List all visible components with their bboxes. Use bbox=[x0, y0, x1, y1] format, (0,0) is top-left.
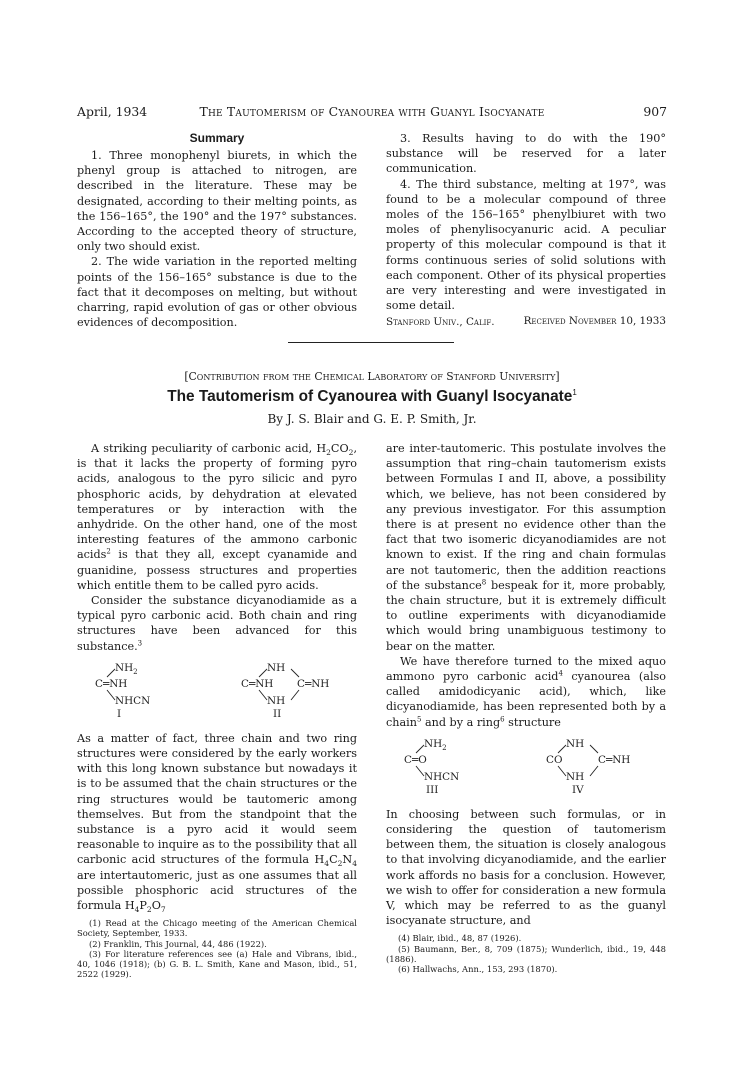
f4-mid: CO bbox=[546, 753, 563, 766]
issue-date: April, 1934 bbox=[77, 104, 148, 119]
structural-formulas-i-ii bbox=[77, 657, 357, 741]
contribution-line: [Contribution from the Chemical Laboratory of Stanford University] bbox=[184, 370, 560, 383]
f4-top: NH bbox=[566, 737, 585, 750]
f1-bot: NHCN bbox=[115, 694, 151, 707]
footnotes-right bbox=[386, 933, 666, 974]
footnote-6: (6) Hallwachs, Ann., 153, 293 (1870). bbox=[398, 964, 558, 975]
formulas-iii-iv bbox=[386, 733, 666, 817]
affiliation-line bbox=[386, 314, 666, 329]
affiliation: Stanford Univ., Calif. bbox=[386, 316, 495, 329]
summary-point-4: 4. The third substance, melting at 197°, was found to be a molecular compound of three moles of the 156–165° phenylbiuret with two moles of phenylisocyanuric acid. A peculiar property of this molecular compound is that it forms continuous series of solid solutions with each component. Other of its physical properties are very interesting and were investigated in some detail. bbox=[386, 177, 666, 313]
page-number: 907 bbox=[643, 104, 667, 119]
footnote-1: (1) Read at the Chicago meeting of the American Chemical Society, September, 1933. bbox=[77, 918, 357, 939]
f2-top: NH bbox=[267, 661, 286, 674]
article-right-column bbox=[386, 441, 666, 974]
received-date: Received November 10, 1933 bbox=[523, 315, 666, 328]
footnote-3: (3) For literature references see (a) Hale and Vibrans, ibid., 40, 1046 (1918); (b) G. B. L. Smith, Kane and Mason, ibid., 51, 2522 (1929). bbox=[77, 948, 357, 980]
formula-label-iv: IV bbox=[572, 783, 584, 796]
f2-mid: C═NH bbox=[241, 677, 274, 690]
f2-bot: NH bbox=[267, 694, 286, 707]
article-title-text: The Tautomerism of Cyanourea with Guanyl Isocyanate bbox=[167, 388, 573, 405]
f3-mid: C═O bbox=[404, 753, 427, 766]
paragraph-left-1: A striking peculiarity of carbonic acid, $H_2CO_2$, is that it lacks the property of forming pyro acids, analogous to the pyro silicic and pyro phosphoric acids, by dehydration at elevated temperatures or by interaction with the anhydride. On the other hand, one of the most interesting features of the ammono carbonic acids$^2$ is that they all, except cyanamide and guanidine, possess structures and properties which entitle them to be called pyro acids. bbox=[77, 442, 357, 592]
summary-point-3: 3. Results having to do with the 190° substance will be reserved for a later communication. bbox=[386, 132, 666, 176]
summary-point-2: 2. The wide variation in the reported melting points of the 156–165° substance is due to the fact that it decomposes on melting, but without charring, rapid evolution of gas or other obvious evidences of decomposition. bbox=[77, 255, 357, 330]
paragraph-right-1: are inter-tautomeric. This postulate involves the assumption that ring–chain tautomerism exists between Formulas I and II, above, a possibility which, we believe, has not been considered by any previous investigator. For this assumption there is at present no evidence other than the fact that two isomeric dicyanodiamides are not known to exist. If the ring and chain formulas are not tautomeric, then the addition reactions of the substance$^8$ bespeak for it, more probably, the chain structure, but it is extremely difficult to outline experiments with dicyanodiamide which would bring unambiguous testimony to bear on the matter. bbox=[386, 442, 666, 653]
f1-top: $NH_2$ bbox=[115, 661, 138, 676]
f3-top: $NH_2$ bbox=[424, 737, 447, 752]
f2-right: C═NH bbox=[297, 677, 330, 690]
paragraph-left-3: As a matter of fact, three chain and two ring structures were considered by the early workers with this long known substance but nowadays it is to be assumed that the chain structures or the ring structures would be tautomeric among themselves. But from the standpoint that the substance is a pyro acid it would seem reasonable to inquire as to the possibility that all carbonic acid structures of the formula $H_4C_2N_4$ are intertautomeric, just as one assumes that all possible phosphoric acid structures of the formula $H_4P_2O_7$ bbox=[77, 731, 357, 915]
paragraph-right-3: In choosing between such formulas, or in considering the question of tautomerism between them, the situation is closely analogous to that involving dicyanodiamide, and the earlier work affords no basis for a conclusion. However, we wish to offer for consideration a new formula V, which may be referred to as the guanyl isocyanate structure, and bbox=[386, 807, 666, 928]
summary-right-column bbox=[386, 131, 666, 329]
article-left-column bbox=[77, 441, 357, 980]
f3-bot: NHCN bbox=[424, 770, 460, 783]
article-title bbox=[77, 388, 667, 406]
f4-right: C═NH bbox=[598, 753, 631, 766]
footnote-2: (2) Franklin, This Journal, 44, 486 (1922). bbox=[89, 938, 267, 949]
formula-label-iii: III bbox=[426, 783, 439, 796]
footnote-5: (5) Baumann, Ber., 8, 709 (1875); Wunderlich, ibid., 19, 448 (1886). bbox=[386, 943, 666, 964]
paragraph-right-2: We have therefore turned to the mixed aquo ammono pyro carbonic acid$^4$ cyanourea (also called amidodicyanic acid), which, like dicyanodiamide, has been represented both by a chain$^5$ and by a ring$^6$ structure bbox=[386, 654, 666, 729]
summary-point-1: 1. Three monophenyl biurets, in which the phenyl group is attached to nitrogen, are described in the literature. These may be designated, according to their melting points, as the 156–165°, the 190° and the 197° substances. According to the accepted theory of structure, only two should exist. bbox=[77, 149, 357, 254]
structural-formulas-iii-iv bbox=[386, 733, 666, 817]
section-divider bbox=[288, 342, 454, 343]
summary-left-column bbox=[77, 131, 357, 330]
paragraph-left-2: Consider the substance dicyanodiamide as a typical pyro carbonic acid. Both chain and ring structures have been advanced for this substance.$^3$ bbox=[77, 594, 357, 653]
footnote-4: (4) Blair, ibid., 48, 87 (1926). bbox=[398, 933, 522, 944]
title-footnote-mark: 1 bbox=[572, 387, 577, 397]
f4-bot: NH bbox=[566, 770, 585, 783]
formula-label-ii: II bbox=[273, 707, 282, 720]
running-head bbox=[77, 104, 667, 120]
byline: By J. S. Blair and G. E. P. Smith, Jr. bbox=[267, 412, 477, 426]
formulas-i-ii bbox=[77, 657, 357, 741]
f1-mid: C═NH bbox=[95, 677, 128, 690]
running-title: The Tautomerism of Cyanourea with Guanyl Isocyanate bbox=[199, 104, 545, 119]
footnotes-left bbox=[77, 918, 357, 979]
formula-label-i: I bbox=[117, 707, 122, 720]
summary-heading: Summary bbox=[189, 131, 245, 145]
